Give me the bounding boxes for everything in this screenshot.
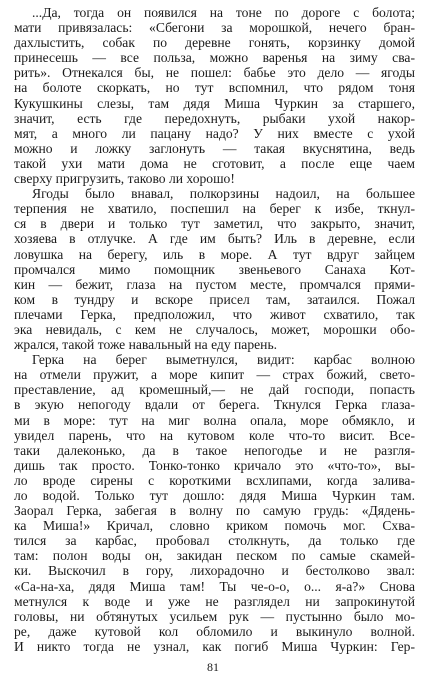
- text-line: ком в тундру и вскоре присел там, затаился. Пожал: [14, 291, 415, 307]
- text-line: «Са-на-ха, дядя Миша там! Ты че-о-о, о... я-а?» Снова: [14, 578, 415, 594]
- text-line: Кукушкины слезы, там дядя Миша Чуркин за старшего,: [14, 95, 415, 111]
- text-line: на болоте скоркать, но тут вспомнил, что рядом тоня: [14, 80, 415, 96]
- text-line: в экую непогоду вдали от берега. Ткнулся Герка глаза-: [14, 397, 415, 413]
- text-line: таки далеконько, да в такое непогодье и не разгля-: [14, 442, 415, 458]
- text-line: мят, а много ли пацану надо? У них вместе с ухой: [14, 125, 415, 141]
- text-line: дишь так просто. Тонко-тонко кричало это «что-то», вы-: [14, 457, 415, 473]
- text-line: ловушка на берегу, иль в море. А тут вдруг зайцем: [14, 246, 415, 262]
- text-line: Герка на берег выметнулся, видит: карбас волною: [32, 352, 415, 368]
- text-line: ки. Выскочил в гору, лихорадочно и бестолково звал:: [14, 563, 415, 579]
- text-line: Заорал Герка, забегая в волну по самую грудь: «Дядень-: [14, 503, 415, 519]
- text-line: ло вроде сирены с короткими всхлипами, когда залива-: [14, 472, 415, 488]
- text-line: ло водой. Только тут дошло: дядя Миша Чуркин там.: [14, 488, 415, 503]
- text-line: И никто тогда не узнал, как погиб Миша Чуркин: Гер-: [14, 638, 415, 654]
- text-line: жрался, такой тоже навальный на еду парень.: [14, 337, 278, 353]
- text-line: ка Миша!» Кричал, словно криком помочь мог. Схва-: [14, 518, 415, 534]
- text-line: такой ухи мати дома не сготовит, а после еще чаем: [14, 155, 415, 171]
- text-line: плечами Герка, предположил, что живот схватило, так: [14, 306, 415, 322]
- text-line: головы, ни обтянутых усильем рук — пустынно было мо-: [14, 608, 415, 624]
- text-line: хозяева в отлучке. А где им быть? Иль в деревне, если: [14, 231, 415, 247]
- text-line: увидел парень, что на кутовом коле что-то висит. Все-: [14, 427, 415, 443]
- text-line: преставление, ад кромешный,— не дай господи, попасть: [14, 382, 415, 398]
- page-number: 81: [207, 660, 219, 674]
- text-line: Ягоды было внавал, полкорзины надоил, на большее: [32, 186, 415, 202]
- text-line: метнулся к воде и уже не разглядел ни запрокинутой: [14, 593, 415, 609]
- text-line: можно и ложку заглонуть — такая вкуснятина, ведь: [14, 140, 415, 156]
- text-line: тился за карбас, пробовал столкнуть, да только где: [14, 533, 415, 549]
- text-line: ...Да, тогда он появился на тоне по дороге с болота;: [32, 5, 415, 20]
- text-line: рить». Отнекался бы, не пошел: бабье это дело — ягоды: [14, 65, 415, 81]
- text-line: принесешь — все польза, можно варенья на зиму сва-: [14, 50, 415, 66]
- text-line: эка невидаль, с кем не случалось, может, морошки обо-: [14, 321, 415, 337]
- text-line: дахлыстить, собак по деревне гонять, корзинку домой: [14, 35, 415, 51]
- text-line: там: полон воды он, закидан песком по самые скамей-: [14, 548, 415, 564]
- text-line: терпения не хватило, поспешил на берег к избе, ткнул-: [14, 201, 415, 217]
- text-line: ре, даже кутовой кол обломило и выкинуло волной.: [14, 623, 415, 639]
- text-line: ми в море: тут на миг волна опала, море обмякло, и: [14, 412, 415, 428]
- text-line: на отмели пружит, а море кипит — страх божий, свето-: [14, 367, 415, 383]
- text-line: значит, есть где передохнуть, рыбаки ухой накор-: [14, 110, 415, 126]
- text-line: мати привязалась: «Сбегони за морошкой, нечего бран-: [14, 20, 415, 36]
- text-line: кин — бежит, глаза на пустом месте, промчался прями-: [14, 276, 415, 292]
- text-line: промчался мимо помощник звеньевого Санаха Кот-: [14, 261, 415, 277]
- text-line: ся в двери и только тут заметил, что закрыто, значит,: [14, 216, 415, 232]
- text-line: сверху пригрузить, таково ли хорошо!: [14, 171, 235, 187]
- page-text: [14, 5, 415, 654]
